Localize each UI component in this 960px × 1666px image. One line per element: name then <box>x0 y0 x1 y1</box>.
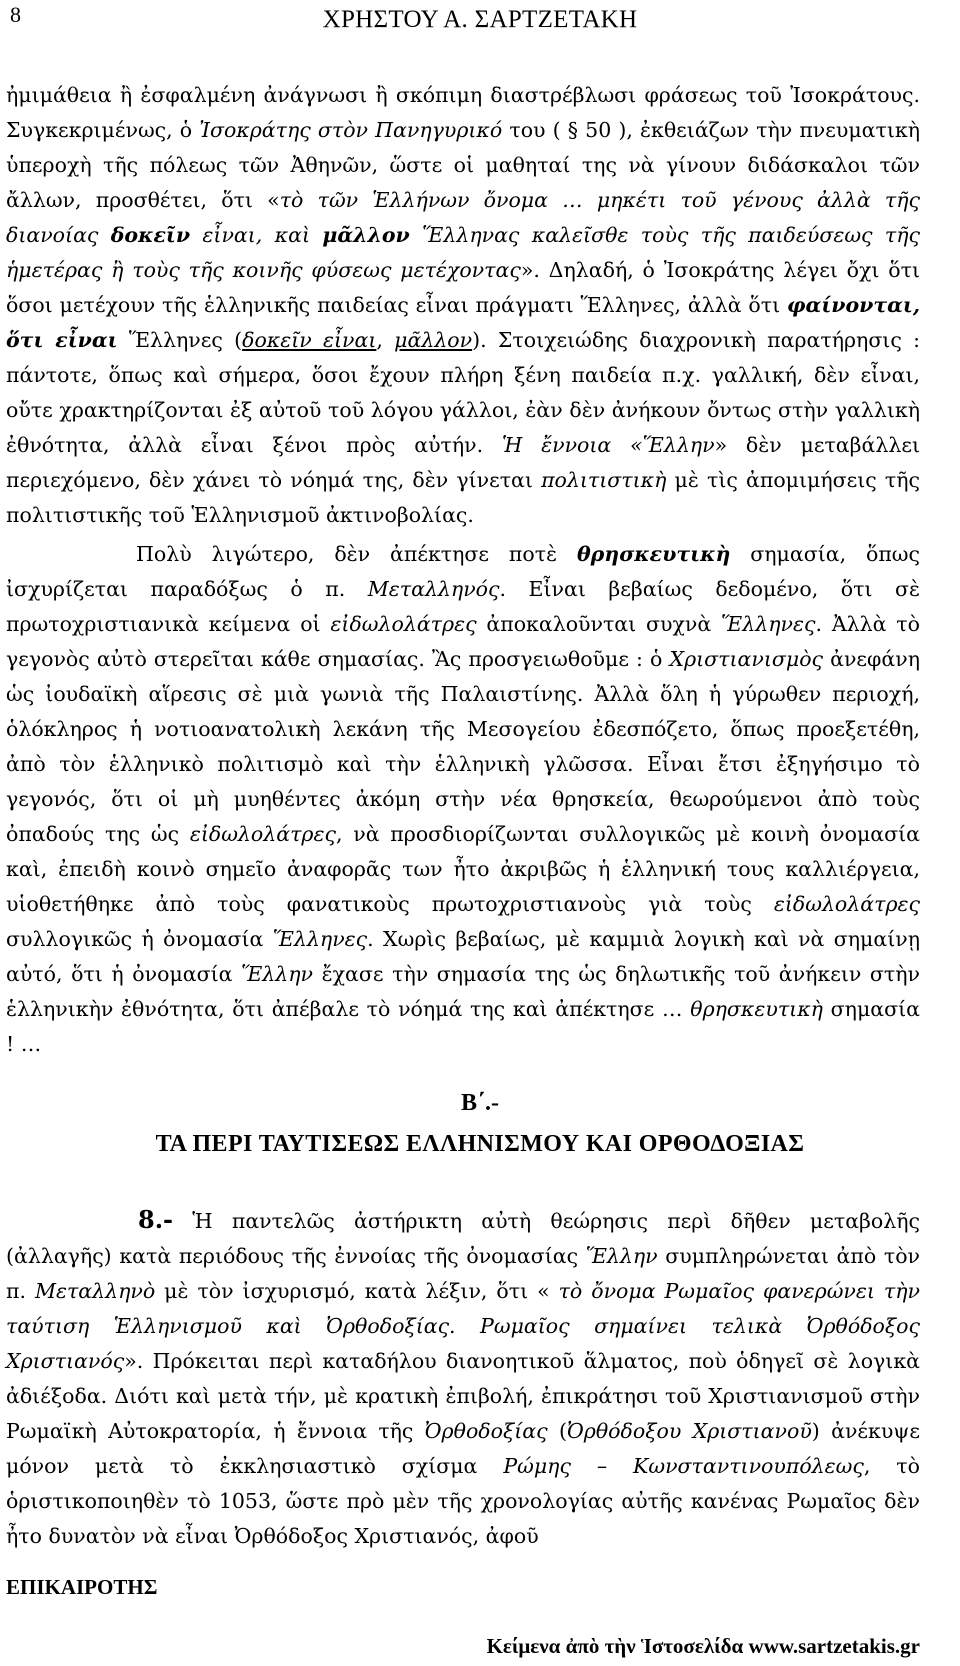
footer-publication: ΕΠΙΚΑΙΡΟΤΗΣ <box>6 1575 158 1599</box>
emphasis: φαίνονται, ὅτι εἶναι <box>6 293 920 352</box>
underlined-term: δοκεῖν εἶναι <box>242 328 377 352</box>
text-run: Ἕλλην <box>642 433 715 457</box>
quote-text: τὸ τῶν Ἑλλήνων ὄνομα … μηκέτι τοῦ γένους ἀλλὰ τῆς διανοίας <box>6 188 920 247</box>
text-run: Ρώμης – Κωνσταντινουπόλεως <box>503 1454 864 1478</box>
text-run: , τὸ ὁριστικοποιηθὲν τὸ 1053, ὥστε πρὸ μὲν τῆς χρονολογίας αὐτῆς κανένας Ρωμαῖος δὲν ἦτο δυνατὸν νὰ εἶναι Ὀρθόδοξος Χριστιανός, ἀφοῦ <box>6 1454 920 1548</box>
text-run: , <box>376 328 395 352</box>
text-run: ἀποκαλοῦνται συχνὰ <box>476 612 722 636</box>
emphasis: μᾶλλον <box>322 223 410 247</box>
text-run: εἰδωλολάτρες <box>189 822 336 846</box>
text-run: εἰδωλολάτρες <box>773 892 920 916</box>
emphasis: θρησκευτικὴ <box>576 542 731 566</box>
quote-text: εἶναι, καὶ <box>190 223 323 247</box>
text-run: ἀνεφάνη ὡς ἰουδαϊκὴ αἵρεσις σὲ μιὰ γωνιὰ τῆς Παλαιστίνης. Ἀλλὰ ὅλη ἡ γύρωθεν περιοχή, ὁλόκληρος ἡ νοτιοανατολικὴ λεκάνη τῆς Μεσογείου ἐδεσπόζετο, ὅπως προεξετέθη, ἀπὸ τὸν ἑλληνικὸ πολιτισμὸ καὶ τὴν ἑλληνικὴ γλῶσσα. Εἶναι ἔτσι ἐξηγήσιμο τὸ γεγονός, ὅτι οἱ μὴ μυηθέντες ἀκόμη στὴν νέα θρησκεία, θεωρούμενοι ἀπὸ τοὺς ὀπαδούς της ὡς <box>6 647 920 846</box>
paragraph-1 <box>6 78 920 533</box>
text-run: συλλογικῶς ἡ ὀνομασία <box>6 927 273 951</box>
running-head: ΧΡΗΣΤΟΥ Α. ΣΑΡΤΖΕΤΑΚΗ <box>322 6 638 33</box>
text-run: Χριστιανισμὸς <box>669 647 824 671</box>
text-run: μὲ τὸν ἰσχυρισμό, κατὰ λέξιν, ὅτι « <box>155 1279 559 1303</box>
quote-text: Ἕλληνας καλεῖσθε τοὺς τῆς παιδεύσεως τῆς ἡμετέρας ἢ τοὺς τῆς κοινῆς φύσεως μετέχοντας <box>6 223 920 282</box>
text-run: μὲ τὶς ἀπομιμήσεις τῆς πολιτιστικῆς τοῦ Ἑλληνισμοῦ ἀκτινοβολίας. <box>6 468 920 527</box>
text-run: , νὰ προσδιορίζωνται συλλογικῶς μὲ κοινὴ ὀνομασία καὶ, ἐπειδὴ κοινὸ σημεῖο ἀναφορᾶς των ἦτο ἀκριβῶς ἡ ἑλληνική τους καλλιέργεια, υἱοθετήθηκε ἀπὸ τοὺς φανατικοὺς πρωτοχριστιανοὺς γιὰ τοὺς <box>6 822 920 916</box>
section-letter: Β΄.- <box>461 1090 499 1116</box>
page-number: 8 <box>10 2 21 27</box>
underlined-term: μᾶλλον <box>394 328 473 352</box>
text-run: ( <box>547 1419 567 1443</box>
text-run: » δὲν μεταβάλλει περιεχόμενο, δὲν χάνει τὸ νόημά της, δὲν γίνεται <box>6 433 920 492</box>
footer-source: Κείμενα ἀπὸ τὴν Ἱστοσελίδα www.sartzetakis.gr <box>486 1634 920 1658</box>
text-run: Ὀρθόδοξου Χριστιανοῦ <box>566 1419 812 1443</box>
text-run: Ἕλληνες <box>272 927 368 951</box>
text-run: . Εἶναι βεβαίως δεδομένο, ὅτι σὲ πρωτοχριστιανικὰ κείμενα οἱ <box>6 577 920 636</box>
text-run: εἰδωλολάτρες <box>330 612 477 636</box>
paragraph-3 <box>6 1202 920 1554</box>
text-run: του ( § 50 ), ἐκθειάζων τὴν πνευματικὴ ὑπεροχὴ τῆς πόλεως τῶν Ἀθηνῶν, ὥστε οἱ μαθηταί της νὰ γίνουν διδάσκαλοι τῶν ἄλλων, προσθέτει, ὅτι « <box>6 118 920 212</box>
text-run: ἔχασε τὴν σημασία της ὡς δηλωτικῆς τοῦ ἀνήκειν στὴν ἑλληνικὴν ἐθνότητα, ὅτι ἀπέβαλε τὸ νόημά της καὶ ἀπέκτησε … <box>6 962 920 1021</box>
paragraph-2 <box>6 537 920 1062</box>
text-run: θρησκευτικὴ <box>690 997 823 1021</box>
text-run: Πολὺ λιγώτερο, δὲν ἀπέκτησε ποτὲ <box>136 542 577 566</box>
text-run: Ἕλληνες ( <box>117 328 243 352</box>
text-run: σημασία ! … <box>6 997 920 1056</box>
text-run: ». Πρόκειται περὶ καταδήλου διανοητικοῦ ἅλματος, ποὺ ὁδηγεῖ σὲ λογικὰ ἀδιέξοδα. Διότι καὶ μετὰ τήν, μὲ κρατικὴ ἐπιβολή, ἐπικράτησι τοῦ Χριστιανισμοῦ στὴν Ρωμαϊκὴ Αὐτοκρατορία, ἡ ἔννοια τῆς <box>6 1349 920 1443</box>
text-run: Ἕλλην <box>585 1244 658 1268</box>
text-run: ». Δηλαδή, ὁ Ἰσοκράτης λέγει ὄχι ὅτι ὅσοι μετέχουν τῆς ἑλληνικῆς παιδείας εἶναι πράγματι Ἕλληνες, ἀλλὰ ὅτι <box>6 258 920 317</box>
text-run: Ἡ παντελῶς ἀστήρικτη αὐτὴ θεώρησις περὶ δῆθεν μεταβολῆς (ἀλλαγῆς) κατὰ περιόδους τῆς ἐννοίας τῆς ὀνομασίας <box>6 1209 920 1268</box>
quote-text: τὸ ὄνομα Ρωμαῖος φανερώνει τὴν ταύτιση Ἑλληνισμοῦ καὶ Ὀρθοδοξίας. Ρωμαῖος σημαίνει τελικὰ Ὀρθόδοξος Χριστιανός <box>6 1279 920 1373</box>
text-run: Μεταλληνός <box>367 577 500 601</box>
text-run: ) ἀνέκυψε μόνον μετὰ τὸ ἐκκλησιαστικὸ σχίσμα <box>6 1419 920 1478</box>
section-title: ΤΑ ΠΕΡΙ ΤΑΥΤΙΣΕΩΣ ΕΛΛΗΝΙΣΜΟΥ ΚΑΙ ΟΡΘΟΔΟΞΙΑΣ <box>155 1131 805 1157</box>
text-run: Ἡ ἔννοια « <box>501 433 643 457</box>
text-run: ). Στοιχειώδης διαχρονικὴ παρατήρησις : πάντοτε, ὅπως καὶ σήμερα, ὅσοι ἔχουν πλήρη ξένη παιδεία π.χ. γαλλική, δὲν εἶναι, οὔτε χρακτηρίζονται ἐξ αὐτοῦ τοῦ λόγου γάλλοι, ἐὰν δὲν ἀνήκουν ὄντως στὴν γαλλικὴ ἐθνότητα, ἀλλὰ εἶναι ξένοι πρὸς αὐτήν. <box>6 328 920 457</box>
text-run: . Ἀλλὰ τὸ γεγονὸς αὐτὸ στερεῖται κάθε σημασίας. Ἂς προσγειωθοῦμε : ὁ <box>6 612 920 671</box>
text-run: Μεταλληνὸ <box>34 1279 156 1303</box>
text-run: συμπληρώνεται ἀπὸ τὸν π. <box>6 1244 920 1303</box>
text-run: σημασία, ὅπως ἰσχυρίζεται παραδόξως ὁ π. <box>6 542 920 601</box>
text-run: Ἰσοκράτης στὸν Πανηγυρικό <box>199 118 503 142</box>
text-run: ἠμιμάθεια ἢ ἐσφαλμένη ἀνάγνωσι ἢ σκόπιμη διαστρέβλωσι φράσεως τοῦ Ἰσοκράτους. Συγκεκριμένως, ὁ <box>6 83 920 142</box>
text-run: πολιτιστικὴ <box>541 468 667 492</box>
text-run: Ἕλληνες <box>721 612 816 636</box>
emphasis: δοκεῖν <box>110 223 191 247</box>
text-run: . Χωρὶς βεβαίως, μὲ καμμιὰ λογικὴ καὶ νὰ σημαίνῃ αὐτό, ὅτι ἡ ὀνομασία <box>6 927 920 986</box>
text-run: Ὀρθοδοξίας <box>424 1419 548 1443</box>
paragraph-number: 8.- <box>138 1205 174 1234</box>
text-run: Ἕλλην <box>241 962 314 986</box>
